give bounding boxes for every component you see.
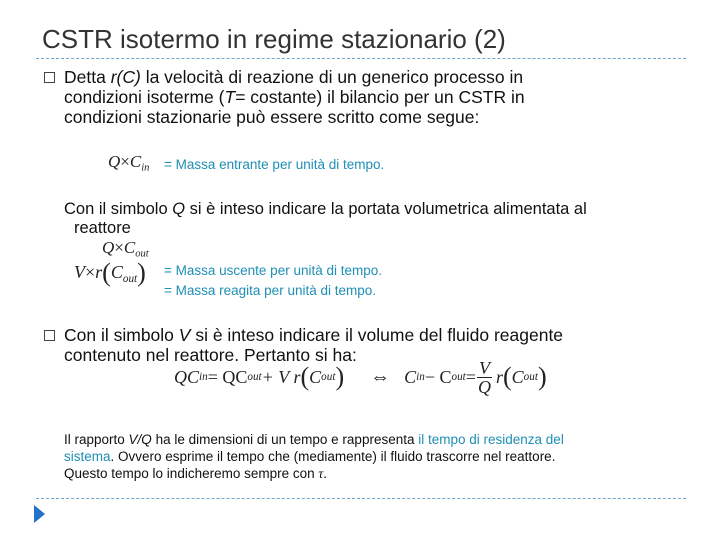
note-mass-reacted: = Massa reagita per unità di tempo.: [164, 283, 376, 298]
text-span: .: [323, 466, 327, 481]
highlight-text: sistema: [64, 449, 111, 464]
q-symbol: Q: [172, 200, 186, 218]
paren-close: ): [137, 258, 146, 287]
text-span: . Ovvero esprime il tempo che (mediamente) il fluido trascorre nel reattore.: [110, 449, 556, 464]
c-symbol: C: [309, 366, 322, 387]
footer-divider: [36, 498, 686, 499]
fraction-denominator: Q: [477, 376, 491, 397]
subscript: out: [247, 371, 262, 383]
text-span: ha le dimensioni di un tempo e rappresenta: [151, 432, 419, 447]
times-symbol: ×: [120, 152, 130, 171]
text-span: Il rapporto: [64, 432, 129, 447]
t-symbol: T: [224, 87, 236, 107]
paren-open: (: [300, 362, 310, 391]
c-symbol: C: [404, 366, 417, 387]
page-title: CSTR isotermo in regime stazionario (2): [42, 24, 506, 54]
subscript: out: [451, 371, 466, 383]
rc-symbol: r(C): [110, 67, 141, 87]
text-span: Questo tempo lo indicheremo sempre con: [64, 466, 319, 481]
text-span: si è inteso indicare il volume del fluido reagente: [190, 325, 564, 345]
times-symbol: ×: [114, 238, 124, 257]
title-divider: [36, 58, 686, 59]
subscript: in: [416, 371, 425, 383]
text-line: contenuto nel reattore. Pertanto si ha:: [64, 345, 357, 365]
bullet-marker: [44, 72, 55, 83]
eq-term: − C: [424, 366, 452, 387]
v-symbol: V: [178, 325, 191, 345]
bullet-1-text: [64, 67, 684, 127]
subscript: out: [122, 272, 138, 285]
c-symbol: C: [129, 152, 142, 171]
r-symbol: r: [495, 366, 503, 387]
q-definition: [64, 200, 684, 238]
text-span: = costante) il bilancio per un CSTR in: [235, 87, 525, 107]
q-symbol: Q: [108, 152, 121, 171]
subscript: in: [199, 371, 208, 383]
bullet-marker: [44, 330, 55, 341]
formula-mass-reacted: [74, 258, 146, 288]
balance-equation: [174, 354, 547, 400]
eq-term: QC: [174, 366, 200, 387]
subscript: out: [321, 371, 336, 383]
paren-open: (: [502, 362, 512, 391]
paren-close: ): [537, 362, 547, 391]
text-line: condizioni stazionarie può essere scritto come segue:: [64, 107, 480, 127]
v-over-q-fraction: [476, 359, 493, 396]
vq-symbol: V/Q: [128, 432, 152, 447]
eq-term: = QC: [207, 366, 248, 387]
v-symbol: V: [74, 261, 85, 282]
c-symbol: C: [123, 238, 136, 257]
highlight-text: il tempo di residenza del: [418, 432, 564, 447]
eq-term: + V r: [261, 366, 301, 387]
equivalence-arrow: ⇔: [370, 365, 391, 388]
subscript: out: [135, 248, 149, 260]
note-mass-in: = Massa entrante per unità di tempo.: [164, 157, 385, 172]
paren-close: ): [335, 362, 345, 391]
formula-mass-out: [102, 238, 149, 260]
text-span: Con il simbolo: [64, 325, 179, 345]
text-span: la velocità di reazione di un generico processo in: [140, 67, 524, 87]
tau-symbol: τ: [318, 466, 324, 481]
text-span: condizioni isoterme (: [64, 87, 225, 107]
c-symbol: C: [511, 366, 524, 387]
r-symbol: r: [95, 261, 103, 282]
q-symbol: Q: [102, 238, 115, 257]
formula-mass-in: [108, 152, 149, 174]
text-line: reattore: [74, 219, 131, 237]
c-symbol: C: [110, 261, 123, 282]
fraction-numerator: V: [478, 357, 490, 378]
note-mass-out: = Massa uscente per unità di tempo.: [164, 263, 382, 278]
eq-term: =: [465, 366, 476, 387]
next-slide-arrow-icon[interactable]: [34, 505, 45, 523]
closing-paragraph: [64, 431, 694, 482]
times-symbol: ×: [85, 261, 96, 282]
subscript: out: [523, 371, 538, 383]
text-span: si è inteso indicare la portata volumetrica alimentata al: [185, 200, 587, 218]
subscript: in: [141, 162, 150, 174]
text-span: Con il simbolo: [64, 200, 173, 218]
paren-open: (: [102, 258, 111, 287]
text-span: Detta: [64, 67, 111, 87]
